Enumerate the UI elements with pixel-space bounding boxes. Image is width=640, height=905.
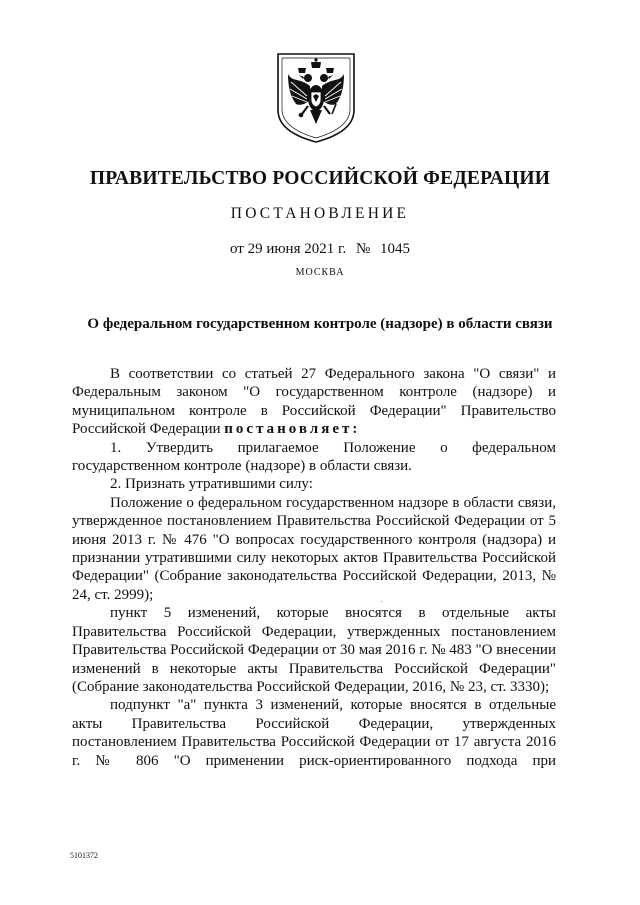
number-sign: № bbox=[355, 241, 371, 257]
document-date-number bbox=[0, 241, 640, 258]
government-name: ПРАВИТЕЛЬСТВО РОССИЙСКОЙ ФЕДЕРАЦИИ bbox=[89, 168, 551, 189]
intro-text: В соответствии со статьей 27 Федерального закона "О связи" и Федеральным законом "О государственном контроле (надзоре) и муниципальном контроле в Российской Федерации" Правительство Российской Федерации bbox=[72, 366, 556, 438]
document-type: ПОСТАНОВЛЕНИЕ bbox=[230, 205, 410, 222]
document-date: от 29 июня 2021 г. bbox=[229, 241, 347, 257]
resolves-word: постановляет: bbox=[224, 421, 361, 438]
item-2: 2. Признать утратившими силу: bbox=[110, 476, 313, 493]
footer-code: 5101372 bbox=[70, 851, 98, 860]
item-1: 1. Утвердить прилагаемое Положение о федеральном государственном контроле (надзоре) в области связи. bbox=[72, 439, 556, 475]
item-2-sub-2: пункт 5 изменений, которые вносятся в отдельные акты Правительства Российской Федерации, утвержденных постановлением Правительства Российской Федерации от 30 мая 2016 г. № 483 "О внесении изменений в некоторые акты Правительства Российской Федерации" (Собрание законодательства Российской Федерации, 2016, № 23, ст. 3330); bbox=[72, 605, 556, 695]
russian-coat-of-arms-icon bbox=[274, 52, 358, 144]
item-2-sub-3: подпункт "а" пункта 3 изменений, которые вносятся в отдельные акты Правительства Российской Федерации, утвержденных постановлением Правительства Российской Федерации от 17 августа 2016 г. № 806 "О применении риск-ориентированного подхода при bbox=[72, 697, 556, 769]
scan-speck bbox=[381, 601, 382, 602]
document-number: 1045 bbox=[380, 241, 411, 257]
intro-paragraph bbox=[72, 365, 556, 439]
document-city: МОСКВА bbox=[295, 267, 345, 278]
document-body bbox=[72, 365, 556, 770]
item-2-sub-1: Положение о федеральном государственном надзоре в области связи, утвержденное постановлением Правительства Российской Федерации от 5 июня 2013 г. № 476 "О вопросах государственного контроля (надзора) и признании утратившими силу некоторых актов Правительства Российской Федерации" (Собрание законодательства Российской Федерации, 2013, № 24, ст. 2999); bbox=[72, 494, 556, 603]
document-title: О федеральном государственном контроле (надзоре) в области связи bbox=[87, 316, 553, 332]
